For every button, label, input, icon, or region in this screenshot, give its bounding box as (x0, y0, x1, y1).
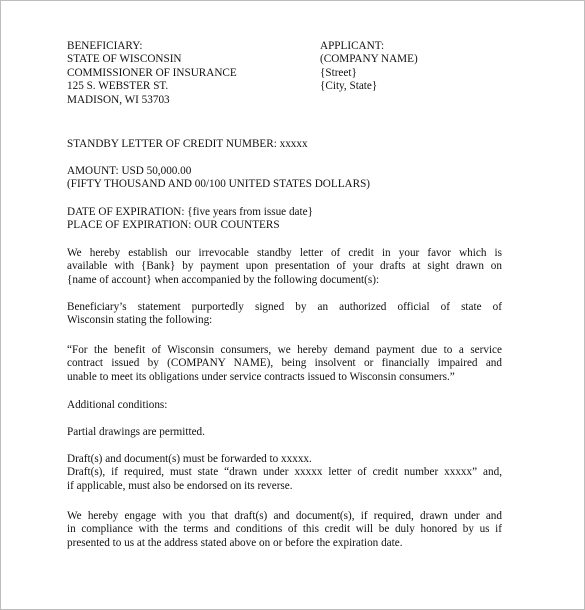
paragraph-line: presented to us at the address stated above on or before the expiration date. (67, 536, 403, 549)
drafts-state-line: if applicable, must also be endorsed on its reverse. (67, 479, 293, 492)
applicant-line: {Street} (320, 66, 357, 79)
paragraph-line: We hereby establish our irrevocable standby letter of credit in your favor which is (67, 247, 502, 259)
applicant-line: (COMPANY NAME) (320, 53, 418, 66)
amount-line: AMOUNT: USD 50,000.00 (67, 165, 192, 177)
drafts-forward-line: Draft(s) and document(s) must be forwarded to xxxxx. (67, 453, 312, 465)
drafts-conditions-block (67, 453, 502, 493)
additional-conditions-heading (67, 399, 502, 412)
beneficiary-line: MADISON, WI 53703 (67, 93, 170, 106)
letter-number-text: STANDBY LETTER OF CREDIT NUMBER: xxxxx (67, 138, 308, 150)
partial-drawings-text: Partial drawings are permitted. (67, 426, 205, 438)
paragraph-line: “For the benefit of Wisconsin consumers, we hereby demand payment due to a service (67, 344, 502, 356)
paragraph-line: {name of account} when accompanied by the following document(s): (67, 273, 380, 286)
statement-paragraph (67, 301, 502, 328)
amount-block (67, 165, 502, 192)
engagement-paragraph (67, 510, 502, 550)
beneficiary-address-block (67, 40, 237, 107)
paragraph-line: unable to meet its obligations under service contracts issued to Wisconsin consumers.” (67, 370, 455, 383)
applicant-address-block (320, 40, 418, 94)
applicant-line: {City, State} (320, 80, 378, 93)
drafts-state-line: Draft(s), if required, must state “drawn under xxxxx letter of credit number xxxxx” and, (67, 466, 502, 479)
beneficiary-line: 125 S. WEBSTER ST. (67, 80, 169, 93)
establish-paragraph (67, 247, 502, 287)
paragraph-line: available with {Bank} by payment upon presentation of your drafts at sight drawn on (67, 260, 502, 273)
letter-number-line (67, 138, 502, 151)
expiration-place-line: PLACE OF EXPIRATION: OUR COUNTERS (67, 219, 280, 232)
amount-words-line: (FIFTY THOUSAND AND 00/100 UNITED STATES DOLLARS) (67, 178, 371, 191)
beneficiary-heading: BENEFICIARY: (67, 40, 143, 52)
paragraph-line: in compliance with the terms and conditions of this credit will be duly honored by us if (67, 523, 502, 536)
paragraph-line: contract issued by (COMPANY NAME), being insolvent or financially impaired and (67, 357, 502, 370)
additional-conditions-text: Additional conditions: (67, 399, 168, 411)
expiration-block (67, 206, 502, 233)
paragraph-line: We hereby engage with you that draft(s) and document(s), if required, drawn under and (67, 510, 502, 522)
expiration-date-line: DATE OF EXPIRATION: {five years from issue date} (67, 206, 313, 218)
paragraph-line: Wisconsin stating the following: (67, 314, 213, 327)
beneficiary-line: STATE OF WISCONSIN (67, 53, 182, 66)
beneficiary-line: COMMISSIONER OF INSURANCE (67, 66, 237, 79)
partial-drawings-line (67, 426, 502, 439)
quoted-demand-paragraph (67, 344, 502, 384)
applicant-heading: APPLICANT: (320, 40, 385, 52)
paragraph-line: Beneficiary’s statement purportedly signed by an authorized official of state of (67, 301, 502, 313)
